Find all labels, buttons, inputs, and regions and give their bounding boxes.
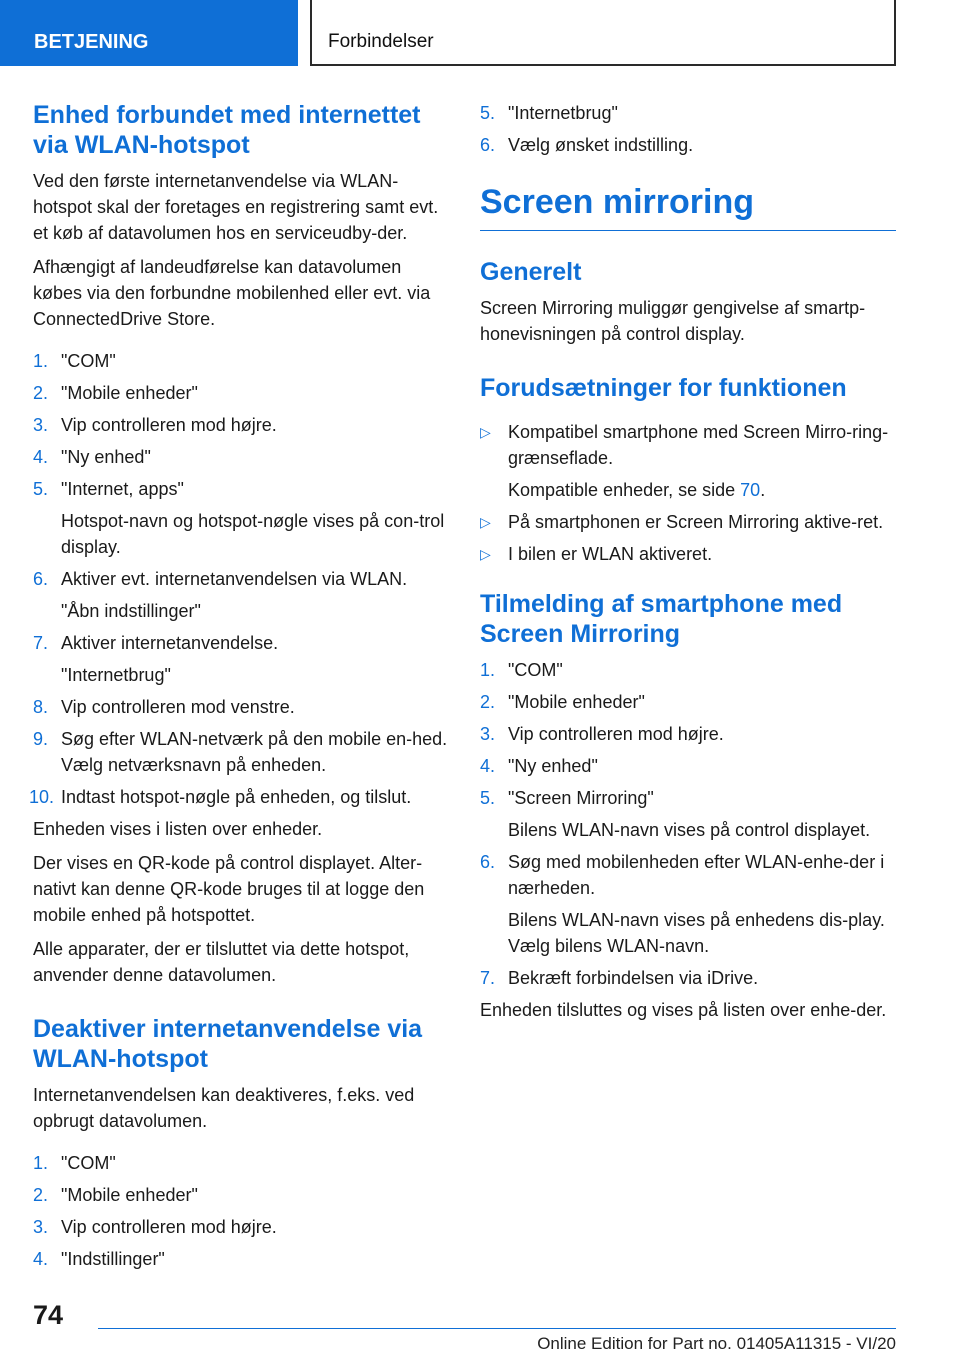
heading-generelt: Generelt (480, 258, 582, 286)
list-item (480, 721, 896, 747)
list-item (480, 509, 896, 535)
step-note: "Internetbrug" (61, 665, 171, 685)
step-note: Bilens WLAN-navn vises på enhedens dis-play. Vælg bilens WLAN-navn. (508, 910, 885, 956)
list-item (33, 694, 453, 720)
step-number: 4. (480, 756, 496, 776)
step-number: 4. (33, 447, 49, 467)
list-item (33, 630, 453, 688)
list-item (33, 726, 453, 778)
step-text: Aktiver evt. internetanvendelsen via WLAN. (61, 569, 408, 589)
list-item (480, 689, 896, 715)
step-text: "COM" (508, 660, 563, 680)
list-item (33, 476, 453, 560)
step-text: "Ny enhed" (508, 756, 598, 776)
list-item (33, 1246, 453, 1272)
step-text: Vælg ønsket indstilling. (508, 135, 694, 155)
step-text: "Mobile enheder" (61, 1185, 198, 1205)
triangle-bullet-icon: ▷ (480, 424, 491, 440)
list-item (480, 849, 896, 959)
step-text: "Mobile enheder" (61, 383, 198, 403)
step-number: 6. (480, 135, 496, 155)
step-number: 5. (480, 788, 496, 808)
step-number: 5. (480, 103, 496, 123)
step-number: 1. (33, 1153, 49, 1173)
triangle-bullet-icon: ▷ (480, 546, 491, 562)
step-text: Aktiver internetanvendelse. (61, 633, 279, 653)
right-column (480, 100, 896, 1023)
list-item (480, 419, 896, 503)
heading-registration: Tilmelding af smartphone med Screen Mirroring (480, 590, 843, 648)
paragraph: Alle apparater, der er tilsluttet via dette hotspot, anvender denne datavolumen. (33, 939, 410, 985)
step-number: 4. (33, 1249, 49, 1269)
step-number: 7. (480, 968, 496, 988)
list-item (33, 1214, 453, 1240)
step-number: 2. (480, 692, 496, 712)
paragraph: Afhængigt af landeudførelse kan datavolumen købes via den forbundne mobilenhed eller evt. via ConnectedDrive Store. (33, 257, 431, 329)
step-text: Vip controlleren mod højre. (508, 724, 724, 744)
heading-screen-mirroring: Screen mirroring (480, 180, 896, 231)
list-item (33, 380, 453, 406)
step-number: 1. (33, 351, 49, 371)
list-item (33, 348, 453, 374)
list-item (480, 753, 896, 779)
step-number: 7. (33, 633, 49, 653)
list-item (33, 412, 453, 438)
step-text: Vip controlleren mod højre. (61, 1217, 277, 1237)
page-header (0, 0, 960, 66)
chapter-title: Forbindelser (310, 0, 896, 66)
step-number: 3. (480, 724, 496, 744)
step-text: "Screen Mirroring" (508, 788, 654, 808)
left-column (29, 100, 453, 1278)
step-number: 5. (33, 479, 49, 499)
step-note: Bilens WLAN-navn vises på control displayet. (508, 820, 871, 840)
heading-prerequisites: Forudsætninger for funktionen (480, 374, 847, 402)
footer-edition: Online Edition for Part no. 01405A11315 - VI/20 (537, 1334, 896, 1353)
step-number: 8. (33, 697, 49, 717)
bullet-note (508, 477, 896, 503)
list-item (480, 100, 896, 126)
bullet-text: I bilen er WLAN aktiveret. (508, 544, 713, 564)
step-text: Søg efter WLAN-netværk på den mobile en-hed. Vælg netværksnavn på enheden. (61, 729, 448, 775)
steps-list-connect (29, 348, 453, 810)
list-item (480, 132, 896, 158)
triangle-bullet-icon: ▷ (480, 514, 491, 530)
step-text: Vip controlleren mod højre. (61, 415, 277, 435)
steps-list-deactivate (33, 1150, 453, 1272)
step-text: "Internet, apps" (61, 479, 184, 499)
list-item (480, 657, 896, 683)
step-text: Bekræft forbindelsen via iDrive. (508, 968, 759, 988)
footer-divider (98, 1328, 896, 1329)
step-text: Vip controlleren mod venstre. (61, 697, 295, 717)
step-note: Hotspot-navn og hotspot-nøgle vises på con-trol display. (61, 511, 445, 557)
paragraph: Der vises en QR-kode på control displayet. Alter-nativt kan denne QR-kode bruges til at logge den mobile enhed på hotspottet. (33, 853, 425, 925)
step-number: 1. (480, 660, 496, 680)
step-text: "Indstillinger" (61, 1249, 165, 1269)
page-number: 74 (33, 1300, 64, 1330)
step-number: 6. (33, 569, 49, 589)
step-text: "Mobile enheder" (508, 692, 645, 712)
step-number: 2. (33, 1185, 49, 1205)
step-text: "Internetbrug" (508, 103, 618, 123)
section-tab: BETJENING (0, 0, 298, 66)
bullet-list (480, 419, 896, 567)
paragraph: Enheden tilsluttes og vises på listen over enhe-der. (480, 1000, 887, 1020)
list-item (29, 784, 453, 810)
steps-list-continued (480, 100, 896, 158)
step-text: Søg med mobilenheden efter WLAN-enhe-der i nærheden. (508, 852, 885, 898)
step-note: "Åbn indstillinger" (61, 601, 201, 621)
step-text: "COM" (61, 1153, 116, 1173)
paragraph: Enheden vises i listen over enheder. (33, 819, 323, 839)
heading-deactivate: Deaktiver internetanvendelse via WLAN-hotspot (33, 1015, 423, 1073)
bullet-text: Kompatibel smartphone med Screen Mirro-ring-grænseflade. (508, 422, 889, 468)
step-number: 6. (480, 852, 496, 872)
paragraph: Internetanvendelsen kan deaktiveres, f.eks. ved opbrugt datavolumen. (33, 1085, 415, 1131)
list-item (33, 444, 453, 470)
step-number: 3. (33, 1217, 49, 1237)
list-item (480, 785, 896, 843)
step-number: 10. (29, 787, 55, 807)
list-item (33, 1150, 453, 1176)
page-link[interactable]: 70 (740, 480, 761, 500)
step-number: 2. (33, 383, 49, 403)
step-text: "Ny enhed" (61, 447, 151, 467)
steps-list-registration (480, 657, 896, 991)
bullet-text: På smartphonen er Screen Mirroring aktive-ret. (508, 512, 884, 532)
paragraph: Screen Mirroring muliggør gengivelse af smartp-honevisningen på control display. (480, 298, 866, 344)
list-item (33, 1182, 453, 1208)
note-text: . (760, 480, 766, 500)
note-text: Kompatible enheder, se side (508, 480, 741, 500)
paragraph: Ved den første internetanvendelse via WLAN-hotspot skal der foretages en registrering samt evt. et køb af datavolumen hos en serviceudby-der. (33, 171, 439, 243)
step-text: Indtast hotspot-nøgle på enheden, og tilslut. (61, 787, 412, 807)
list-item (480, 541, 896, 567)
step-number: 9. (33, 729, 49, 749)
list-item (480, 965, 896, 991)
step-number: 3. (33, 415, 49, 435)
step-text: "COM" (61, 351, 116, 371)
heading-wlan-hotspot: Enhed forbundet med internettet via WLAN-hotspot (33, 101, 421, 159)
list-item (33, 566, 453, 624)
